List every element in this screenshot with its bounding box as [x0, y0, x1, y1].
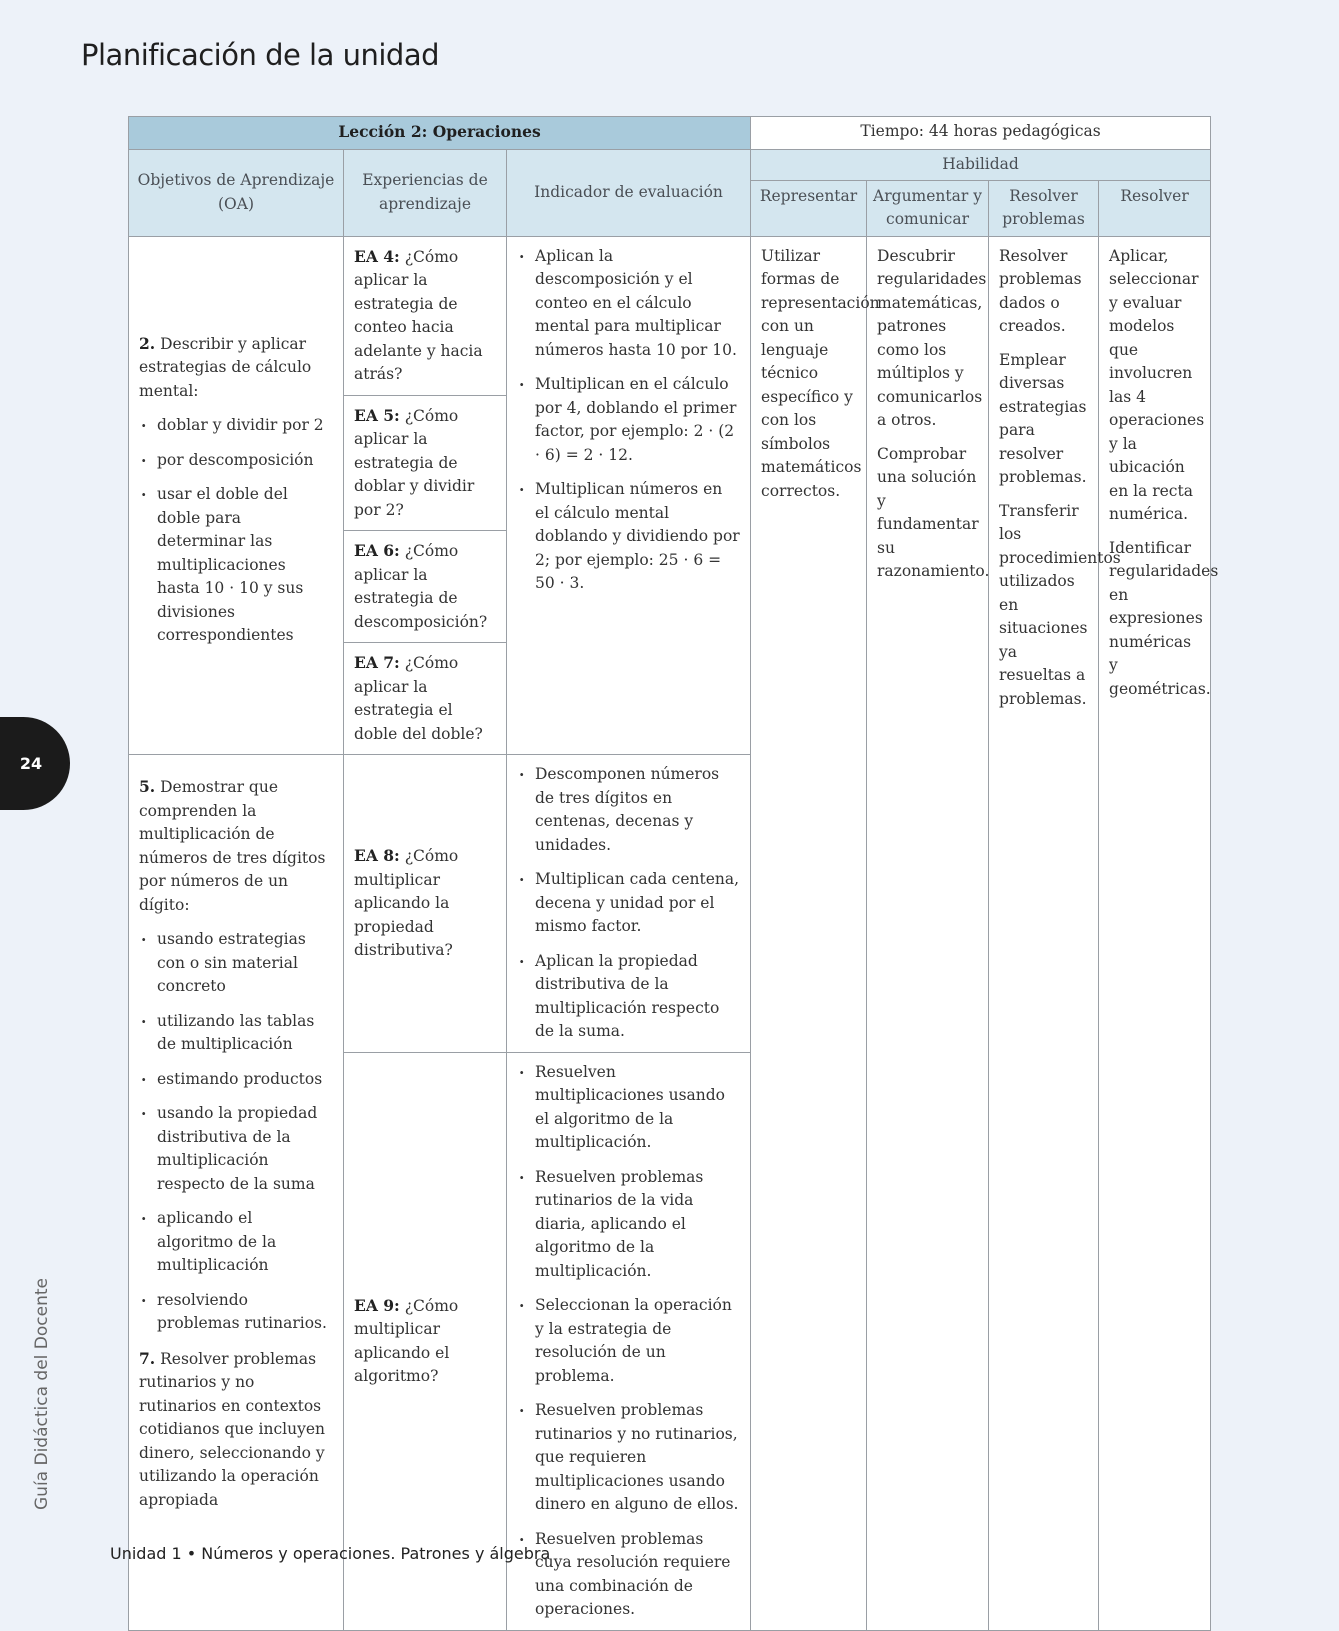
oa-cell-1: [129, 236, 344, 755]
oa-list: [139, 414, 333, 648]
ea-text: ¿Cómo aplicar la estrategia de descomposición?: [354, 542, 488, 631]
header-oa: Objetivos de Aprendizaje (OA): [129, 150, 344, 237]
header-ea: Experiencias de aprendizaje: [344, 150, 507, 237]
ea-text: ¿Cómo aplicar la estrategia de conteo hacia adelante y hacia atrás?: [354, 247, 483, 383]
habilidad-text: Transferir los procedimientos utilizados en situaciones ya resueltas a problemas.: [999, 501, 1121, 708]
habilidad-text: Identificar regularidades en expresiones numéricas y geométricas.: [1109, 538, 1219, 698]
ea-cell: [344, 755, 507, 1053]
header-argumentar: Argumentar y comunicar: [867, 180, 989, 236]
header-representar: Representar: [751, 180, 867, 236]
oa-number: 2.: [139, 333, 156, 353]
ea-code: EA 8:: [354, 846, 400, 865]
habilidad-resolver: [1099, 236, 1219, 1630]
page-title: Planificación de la unidad: [81, 38, 439, 72]
list-item: · por descomposición: [139, 449, 333, 473]
lesson-header: Lección 2: Operaciones: [129, 117, 751, 150]
list-item: · Multiplican cada centena, decena y unidad por el mismo factor.: [517, 868, 740, 939]
list-item: · Aplican la propiedad distributiva de la multiplicación respecto de la suma.: [517, 950, 740, 1044]
ea-cell: [344, 236, 507, 395]
oa-text: Demostrar que comprenden la multiplicación de números de tres dígitos por números de un dígito:: [139, 778, 326, 914]
indicator-cell-2: [507, 755, 751, 1053]
list-item: · Resuelven problemas rutinarios de la vida diaria, aplicando el algoritmo de la multiplicación.: [517, 1166, 740, 1284]
list-item: · aplicando el algoritmo de la multiplicación: [139, 1207, 333, 1278]
list-item: · Aplican la descomposición y el conteo en el cálculo mental para multiplicar números hasta 10 por 10.: [517, 245, 740, 363]
page-number: 24: [19, 754, 43, 773]
header-resolver: Resolver: [1099, 180, 1211, 236]
habilidad-text: Utilizar formas de representación con un lenguaje técnico específico y con los símbolos matemáticos correctos.: [761, 246, 880, 500]
oa-number: 7.: [139, 1348, 156, 1368]
list-item: · Multiplican números en el cálculo mental doblando y dividiendo por 2; por ejemplo: 25 · 6 = 50 · 3.: [517, 478, 740, 596]
header-indicator: Indicador de evaluación: [507, 150, 751, 237]
habilidad-resolver-problemas: [989, 236, 1121, 1630]
habilidad-text: Resolver problemas dados o creados.: [999, 246, 1082, 335]
oa-text: Describir y aplicar estrategias de cálculo mental:: [139, 334, 312, 400]
side-label: Guía Didáctica del Docente: [32, 1278, 52, 1510]
indicator-cell-1: [507, 236, 751, 755]
oa-number: 5.: [139, 777, 156, 796]
list-item: · Resuelven problemas cuya resolución requiere una combinación de operaciones.: [517, 1528, 740, 1622]
oa-text: Resolver problemas rutinarios y no rutinarios en contextos cotidianos que incluyen dinero, seleccionando y utilizando la operación apropiada: [139, 1349, 325, 1509]
list-item: · usando estrategias con o sin material concreto: [139, 928, 333, 999]
ea-cell: [344, 643, 507, 755]
list-item: · Multiplican en el cálculo por 4, doblando el primer factor, por ejemplo: 2 · (2 · 6) = 2 · 12.: [517, 373, 740, 467]
list-item: · Descomponen números de tres dígitos en centenas, decenas y unidades.: [517, 763, 740, 857]
list-item: · usar el doble del doble para determinar las multiplicaciones hasta 10 · 10 y sus divisiones correspondientes: [139, 483, 333, 648]
ea-cell: [344, 395, 507, 531]
list-item: · estimando productos: [139, 1068, 333, 1092]
habilidad-text: Comprobar una solución y fundamentar su razonamiento.: [877, 444, 990, 580]
footer: Unidad 1 • Números y operaciones. Patrones y álgebra: [110, 1544, 551, 1563]
ea-text: ¿Cómo aplicar la estrategia de doblar y dividir por 2?: [354, 406, 475, 519]
habilidad-argumentar: [867, 236, 989, 1630]
list-item: · utilizando las tablas de multiplicación: [139, 1010, 333, 1057]
habilidad-text: Descubrir regularidades matemáticas, patrones como los múltiplos y comunicarlos a otros.: [877, 246, 987, 429]
ea-cell: [344, 531, 507, 643]
ea-code: EA 7:: [354, 653, 400, 672]
time-header: Tiempo: 44 horas pedagógicas: [751, 117, 1211, 150]
ea-text: ¿Cómo aplicar la estrategia el doble del doble?: [354, 654, 483, 743]
list-item: · usando la propiedad distributiva de la multiplicación respecto de la suma: [139, 1102, 333, 1196]
ea-code: EA 4:: [354, 246, 400, 266]
habilidad-representar: [751, 236, 880, 1630]
habilidad-text: Aplicar, seleccionar y evaluar modelos que involucren las 4 operaciones y la ubicación en la recta numérica.: [1109, 246, 1205, 523]
oa-list: [139, 928, 333, 1336]
ea-code: EA 9:: [354, 1295, 400, 1315]
list-item: · doblar y dividir por 2: [139, 414, 333, 438]
list-item: · resolviendo problemas rutinarios.: [139, 1289, 333, 1336]
list-item: · Seleccionan la operación y la estrategia de resolución de un problema.: [517, 1294, 740, 1388]
ea-code: EA 5:: [354, 405, 400, 425]
ea-text: ¿Cómo multiplicar aplicando el algoritmo?: [354, 1296, 459, 1385]
list-item: · Resuelven problemas rutinarios y no rutinarios, que requieren multiplicaciones usando dinero en alguno de ellos.: [517, 1399, 740, 1517]
header-habilidad: Habilidad: [751, 150, 1211, 181]
ea-text: ¿Cómo multiplicar aplicando la propiedad distributiva?: [354, 847, 459, 959]
habilidad-text: Emplear diversas estrategias para resolver problemas.: [999, 350, 1087, 486]
page-number-tab: [0, 717, 70, 810]
list-item: · Resuelven multiplicaciones usando el algoritmo de la multiplicación.: [517, 1061, 740, 1155]
header-resolver-problemas: Resolver problemas: [989, 180, 1099, 236]
planning-table: [128, 116, 1219, 1631]
ea-code: EA 6:: [354, 541, 400, 560]
oa-cell-2: [129, 755, 344, 1631]
